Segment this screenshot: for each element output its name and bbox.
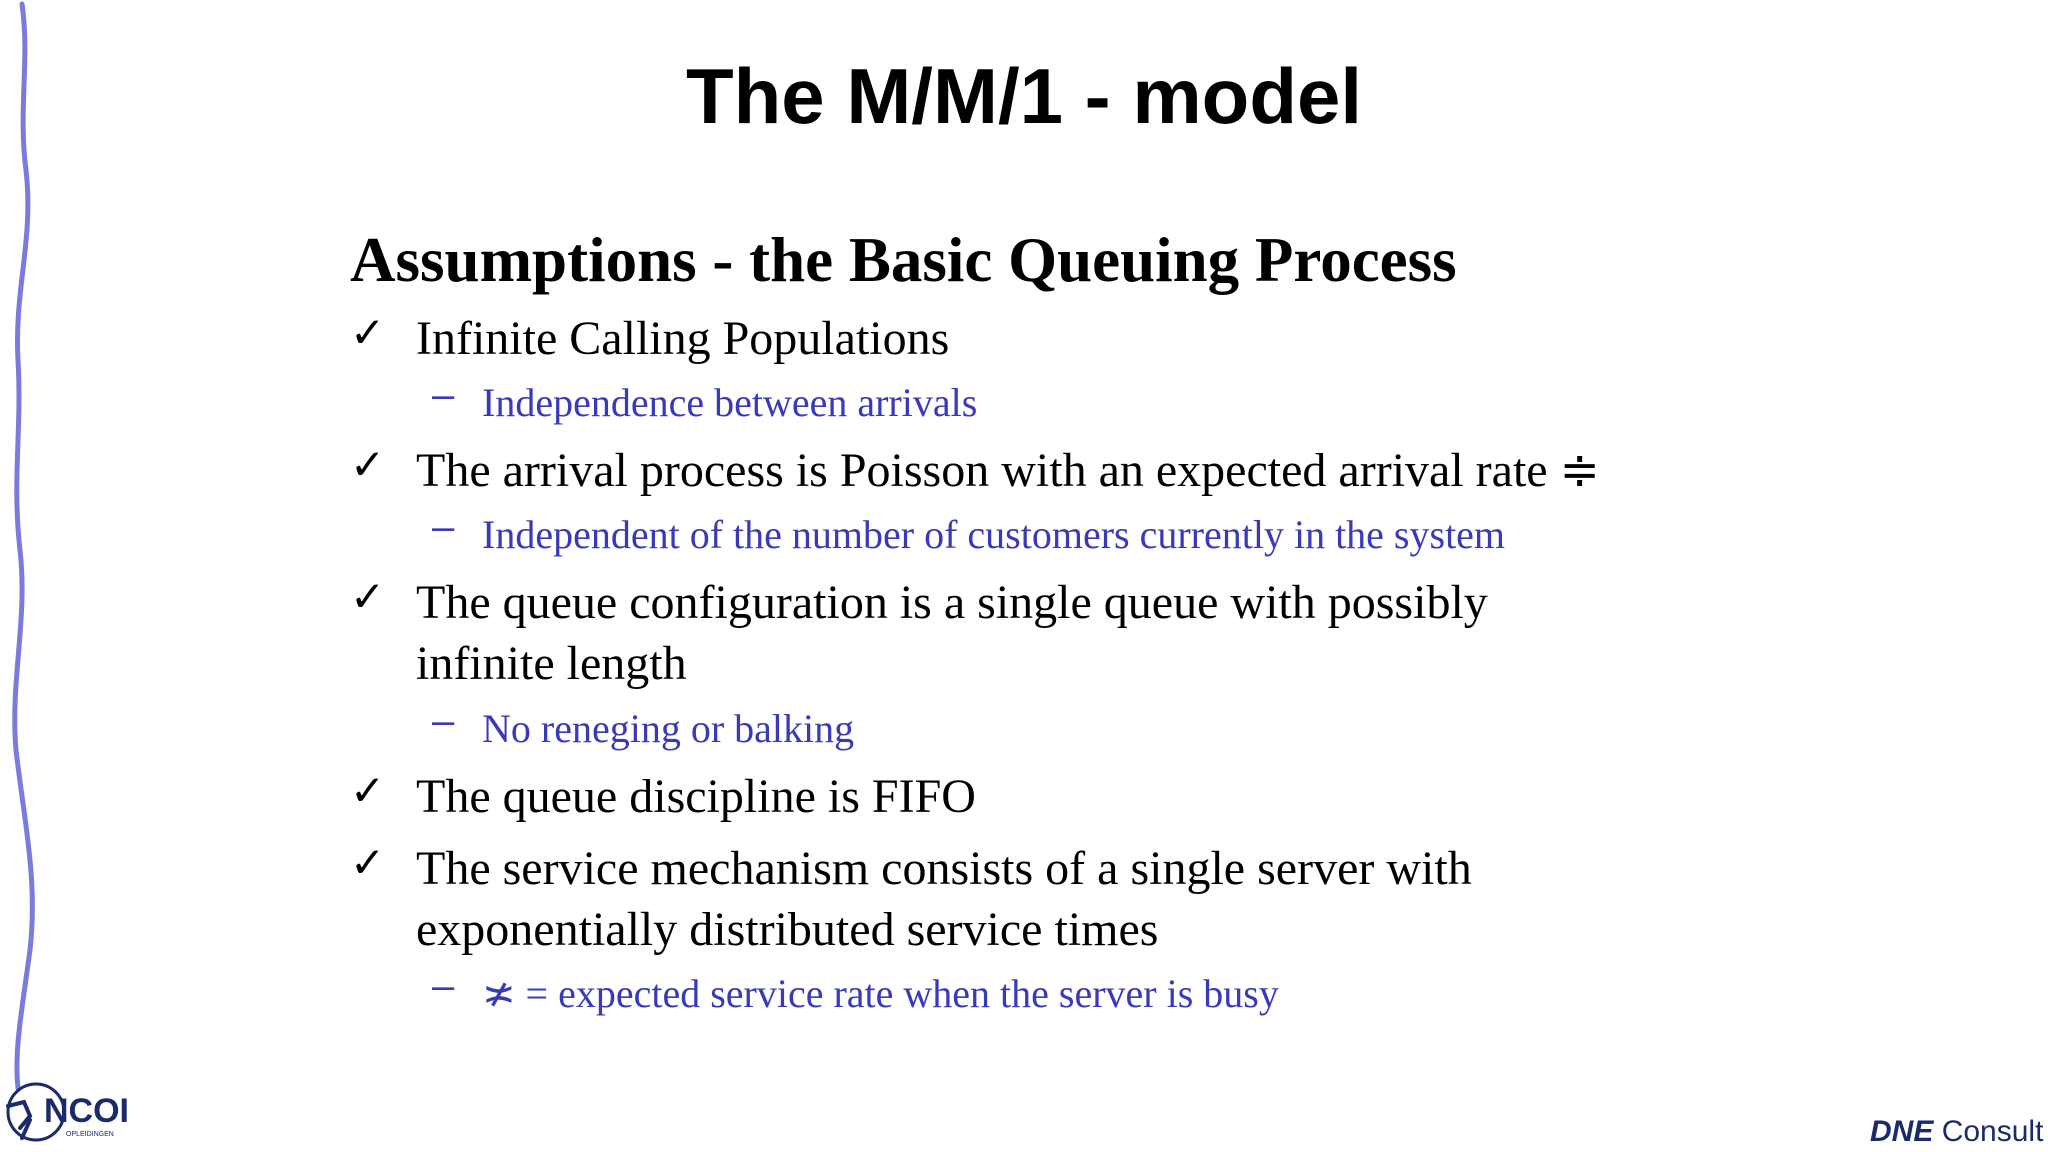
bullet-text-line-1: The service mechanism consists of a single server with — [416, 842, 1472, 895]
sub-bullet-text: = expected service rate when the server is busy — [525, 971, 1279, 1016]
bullet-text-line-2: infinite length — [416, 637, 687, 690]
sub-bullet-text: Independence between arrivals — [482, 380, 978, 425]
sub-bullet-text: No reneging or balking — [482, 706, 855, 751]
check-icon: ✓ — [350, 308, 386, 357]
slide-title: The M/M/1 - model — [685, 52, 1363, 140]
dne-logo-text: Consult — [1941, 1115, 2044, 1148]
ncoi-logo — [0, 1080, 130, 1150]
bullet-text: Infinite Calling Populations — [416, 312, 950, 365]
dash-icon: – — [432, 964, 455, 1008]
bullet-text: The queue discipline is FIFO — [416, 770, 976, 823]
check-icon: ✓ — [350, 572, 386, 621]
dne-logo-brand: DNE — [1870, 1115, 1934, 1148]
check-icon: ✓ — [350, 838, 386, 887]
bullet-text: The arrival process is Poisson with an expected arrival rate — [416, 444, 1548, 497]
bullet-text-line-2: exponentially distributed service times — [416, 903, 1159, 956]
bullet-text-line-1: The queue configuration is a single queue with possibly — [416, 576, 1488, 629]
dash-icon: – — [432, 373, 455, 417]
service-rate-symbol: ≭ — [482, 971, 516, 1017]
check-icon: ✓ — [350, 766, 386, 815]
dash-icon: – — [432, 699, 455, 743]
dash-icon: – — [432, 505, 455, 549]
dne-consult-logo — [1870, 1112, 2048, 1152]
ncoi-logo-text: NCOI — [44, 1092, 129, 1130]
ncoi-logo-subtext: OPLEIDINGEN — [66, 1131, 114, 1138]
arrival-rate-symbol: ≑ — [1559, 442, 1600, 498]
left-decorative-line — [0, 0, 60, 1090]
sub-bullet-text: Independent of the number of customers currently in the system — [482, 512, 1506, 557]
check-icon: ✓ — [350, 440, 386, 489]
section-heading: Assumptions - the Basic Queuing Process — [350, 225, 1457, 295]
